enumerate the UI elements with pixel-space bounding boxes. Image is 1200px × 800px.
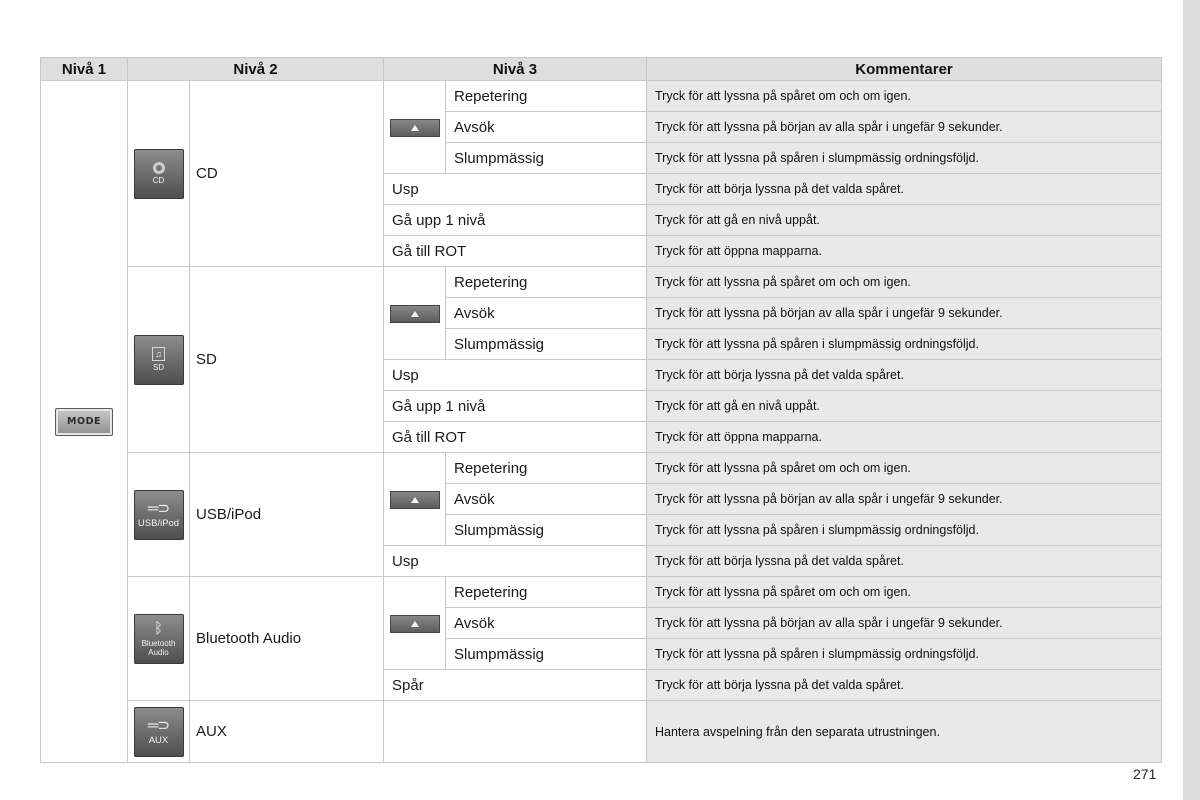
source-name: AUX [190, 701, 384, 763]
bluetooth-icon-cell [128, 577, 190, 701]
header-comments: Kommentarer [647, 58, 1162, 81]
usb-icon-caption: USB/iPod [137, 518, 180, 529]
bluetooth-caption-2: Audio [148, 647, 169, 657]
level3-option: Gå upp 1 nivå [384, 391, 647, 422]
level3-option: Repetering [446, 453, 647, 484]
level3-option: Repetering [446, 267, 647, 298]
comment: Tryck för att lyssna på början av alla spår i ungefär 9 sekunder. [647, 298, 1162, 329]
cd-icon[interactable] [134, 149, 184, 199]
level3-option: Gå till ROT [384, 422, 647, 453]
disc-icon [153, 162, 165, 174]
comment: Hantera avspelning från den separata utrustningen. [647, 701, 1162, 763]
arrow-cell [384, 453, 446, 546]
page-number: 271 [1133, 766, 1157, 782]
comment: Tryck för att lyssna på spåren i slumpmässig ordningsföljd. [647, 143, 1162, 174]
comment: Tryck för att lyssna på spåret om och om igen. [647, 267, 1162, 298]
mode-button[interactable] [55, 408, 113, 436]
sd-card-icon[interactable] [134, 335, 184, 385]
comment: Tryck för att lyssna på spåret om och om igen. [647, 81, 1162, 112]
arrow-up-icon[interactable] [390, 119, 440, 137]
sd-icon-cell [128, 267, 190, 453]
arrow-up-icon[interactable] [390, 305, 440, 323]
level3-option: Usp [384, 360, 647, 391]
level3-option: Avsök [446, 484, 647, 515]
level3-option: Usp [384, 174, 647, 205]
menu-table [40, 57, 1162, 763]
comment: Tryck för att börja lyssna på det valda spåret. [647, 670, 1162, 701]
level3-option: Avsök [446, 112, 647, 143]
arrow-cell [384, 577, 446, 670]
level1-cell [41, 81, 128, 763]
arrow-cell [384, 81, 446, 174]
level3-option: Avsök [446, 298, 647, 329]
sd-icon-caption: SD [152, 363, 165, 372]
arrow-cell [384, 267, 446, 360]
comment: Tryck för att lyssna på början av alla spår i ungefär 9 sekunder. [647, 484, 1162, 515]
comment: Tryck för att lyssna på början av alla spår i ungefär 9 sekunder. [647, 112, 1162, 143]
level3-option: Slumpmässig [446, 329, 647, 360]
comment: Tryck för att lyssna på spåret om och om igen. [647, 577, 1162, 608]
music-note-icon: ♫ [152, 347, 165, 361]
comment: Tryck för att börja lyssna på det valda spåret. [647, 174, 1162, 205]
bluetooth-icon: ᛒ [153, 619, 163, 637]
level3-option: Gå upp 1 nivå [384, 205, 647, 236]
source-name: Bluetooth Audio [190, 577, 384, 701]
source-name: SD [190, 267, 384, 453]
level3-option: Gå till ROT [384, 236, 647, 267]
level3-option [384, 701, 647, 763]
level3-option: Repetering [446, 81, 647, 112]
bluetooth-audio-icon[interactable] [134, 614, 184, 664]
comment: Tryck för att lyssna på spåret om och om igen. [647, 453, 1162, 484]
arrow-up-icon[interactable] [390, 615, 440, 633]
source-name: CD [190, 81, 384, 267]
aux-plug-icon: ═⊃ [147, 717, 170, 734]
comment: Tryck för att lyssna på spåren i slumpmässig ordningsföljd. [647, 515, 1162, 546]
cd-icon-cell [128, 81, 190, 267]
aux-icon[interactable] [134, 707, 184, 757]
cd-icon-caption: CD [152, 176, 165, 185]
comment: Tryck för att börja lyssna på det valda spåret. [647, 360, 1162, 391]
level3-option: Avsök [446, 608, 647, 639]
bluetooth-caption-1: Bluetooth [141, 638, 176, 648]
level3-option: Usp [384, 546, 647, 577]
comment: Tryck för att öppna mapparna. [647, 422, 1162, 453]
mode-label: MODE [67, 416, 101, 427]
aux-icon-caption: AUX [148, 735, 169, 746]
level3-option: Slumpmässig [446, 143, 647, 174]
comment: Tryck för att lyssna på början av alla spår i ungefär 9 sekunder. [647, 608, 1162, 639]
header-level3: Nivå 3 [384, 58, 647, 81]
level3-option: Repetering [446, 577, 647, 608]
comment: Tryck för att lyssna på spåren i slumpmässig ordningsföljd. [647, 329, 1162, 360]
comment: Tryck för att öppna mapparna. [647, 236, 1162, 267]
usb-icon-cell [128, 453, 190, 577]
aux-icon-cell [128, 701, 190, 763]
arrow-up-icon[interactable] [390, 491, 440, 509]
source-name: USB/iPod [190, 453, 384, 577]
level3-option: Slumpmässig [446, 639, 647, 670]
usb-ipod-icon[interactable] [134, 490, 184, 540]
level3-option: Spår [384, 670, 647, 701]
side-tab [1183, 0, 1200, 800]
comment: Tryck för att gå en nivå uppåt. [647, 391, 1162, 422]
comment: Tryck för att börja lyssna på det valda spåret. [647, 546, 1162, 577]
usb-plug-icon: ═⊃ [147, 500, 170, 517]
level3-option: Slumpmässig [446, 515, 647, 546]
header-level2: Nivå 2 [128, 58, 384, 81]
comment: Tryck för att lyssna på spåren i slumpmässig ordningsföljd. [647, 639, 1162, 670]
header-level1: Nivå 1 [41, 58, 128, 81]
comment: Tryck för att gå en nivå uppåt. [647, 205, 1162, 236]
